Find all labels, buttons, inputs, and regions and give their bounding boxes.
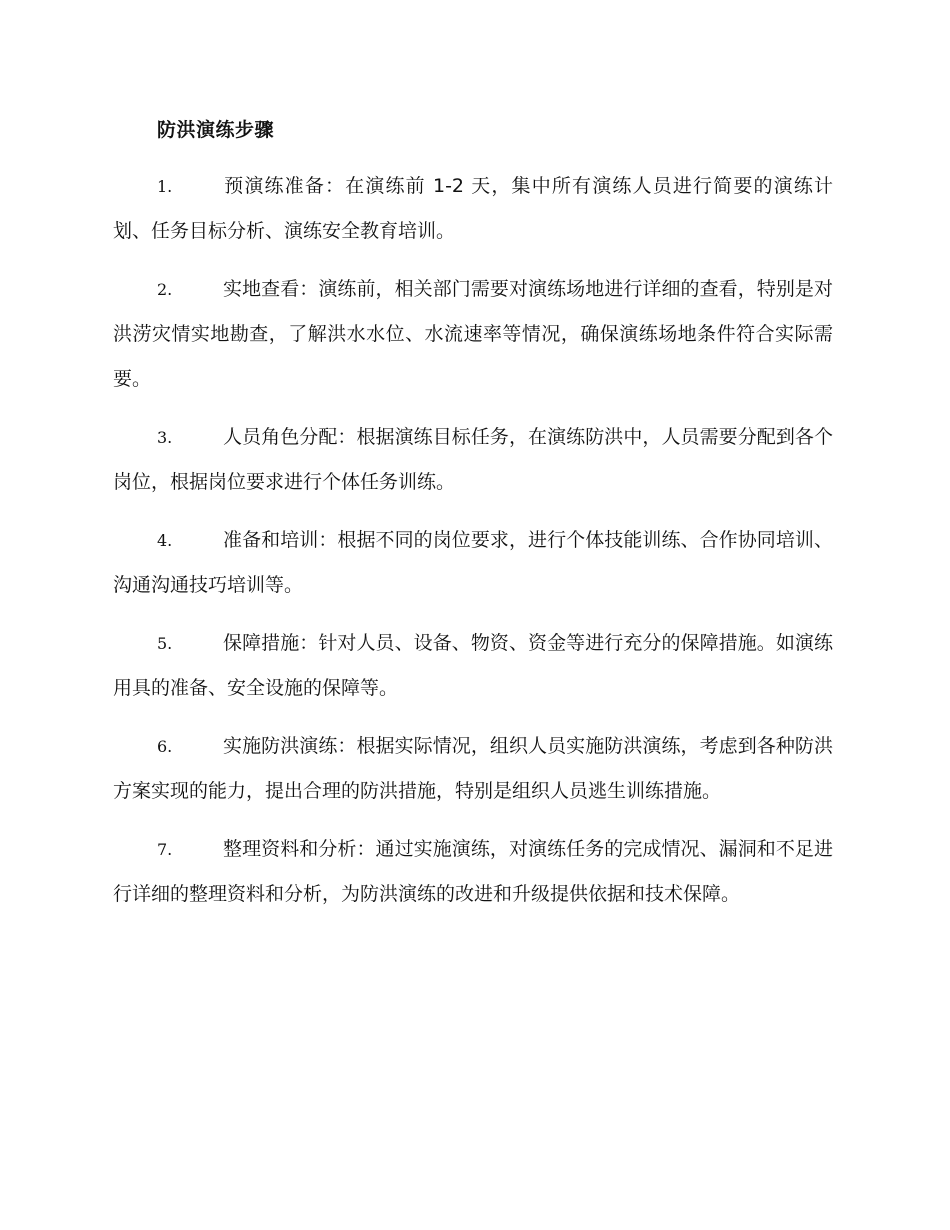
step-item-6 [113, 724, 833, 814]
step-number: 6. [157, 737, 173, 756]
step-item-4 [113, 518, 833, 608]
step-list [113, 164, 833, 917]
document-title: 防洪演练步骤 [157, 119, 275, 141]
step-item-2 [113, 267, 833, 402]
step-item-3 [113, 415, 833, 505]
step-text: 人员角色分配：根据演练目标任务，在演练防洪中，人员需要分配到各个岗位，根据岗位要求进行个体任务训练。 [113, 426, 833, 493]
step-number: 2. [157, 280, 173, 299]
step-text: 实地查看：演练前，相关部门需要对演练场地进行详细的查看，特别是对洪涝灾情实地勘查，了解洪水水位、水流速率等情况，确保演练场地条件符合实际需要。 [113, 278, 833, 390]
step-text: 实施防洪演练：根据实际情况，组织人员实施防洪演练，考虑到各种防洪方案实现的能力，提出合理的防洪措施，特别是组织人员逃生训练措施。 [113, 735, 833, 802]
step-text: 预演练准备：在演练前 1-2 天，集中所有演练人员进行简要的演练计划、任务目标分析、演练安全教育培训。 [113, 175, 833, 242]
step-item-7 [113, 827, 833, 917]
step-item-1 [113, 164, 833, 254]
step-item-5 [113, 621, 833, 711]
document-body [113, 112, 833, 930]
step-number: 5. [157, 634, 173, 653]
step-number: 3. [157, 428, 173, 447]
step-number: 1. [157, 177, 173, 196]
step-text: 整理资料和分析：通过实施演练，对演练任务的完成情况、漏洞和不足进行详细的整理资料和分析，为防洪演练的改进和升级提供依据和技术保障。 [113, 838, 833, 905]
step-number: 4. [157, 531, 173, 550]
step-text: 保障措施：针对人员、设备、物资、资金等进行充分的保障措施。如演练用具的准备、安全设施的保障等。 [113, 632, 833, 699]
step-number: 7. [157, 840, 173, 859]
step-text: 准备和培训：根据不同的岗位要求，进行个体技能训练、合作协同培训、沟通沟通技巧培训等。 [113, 529, 833, 596]
